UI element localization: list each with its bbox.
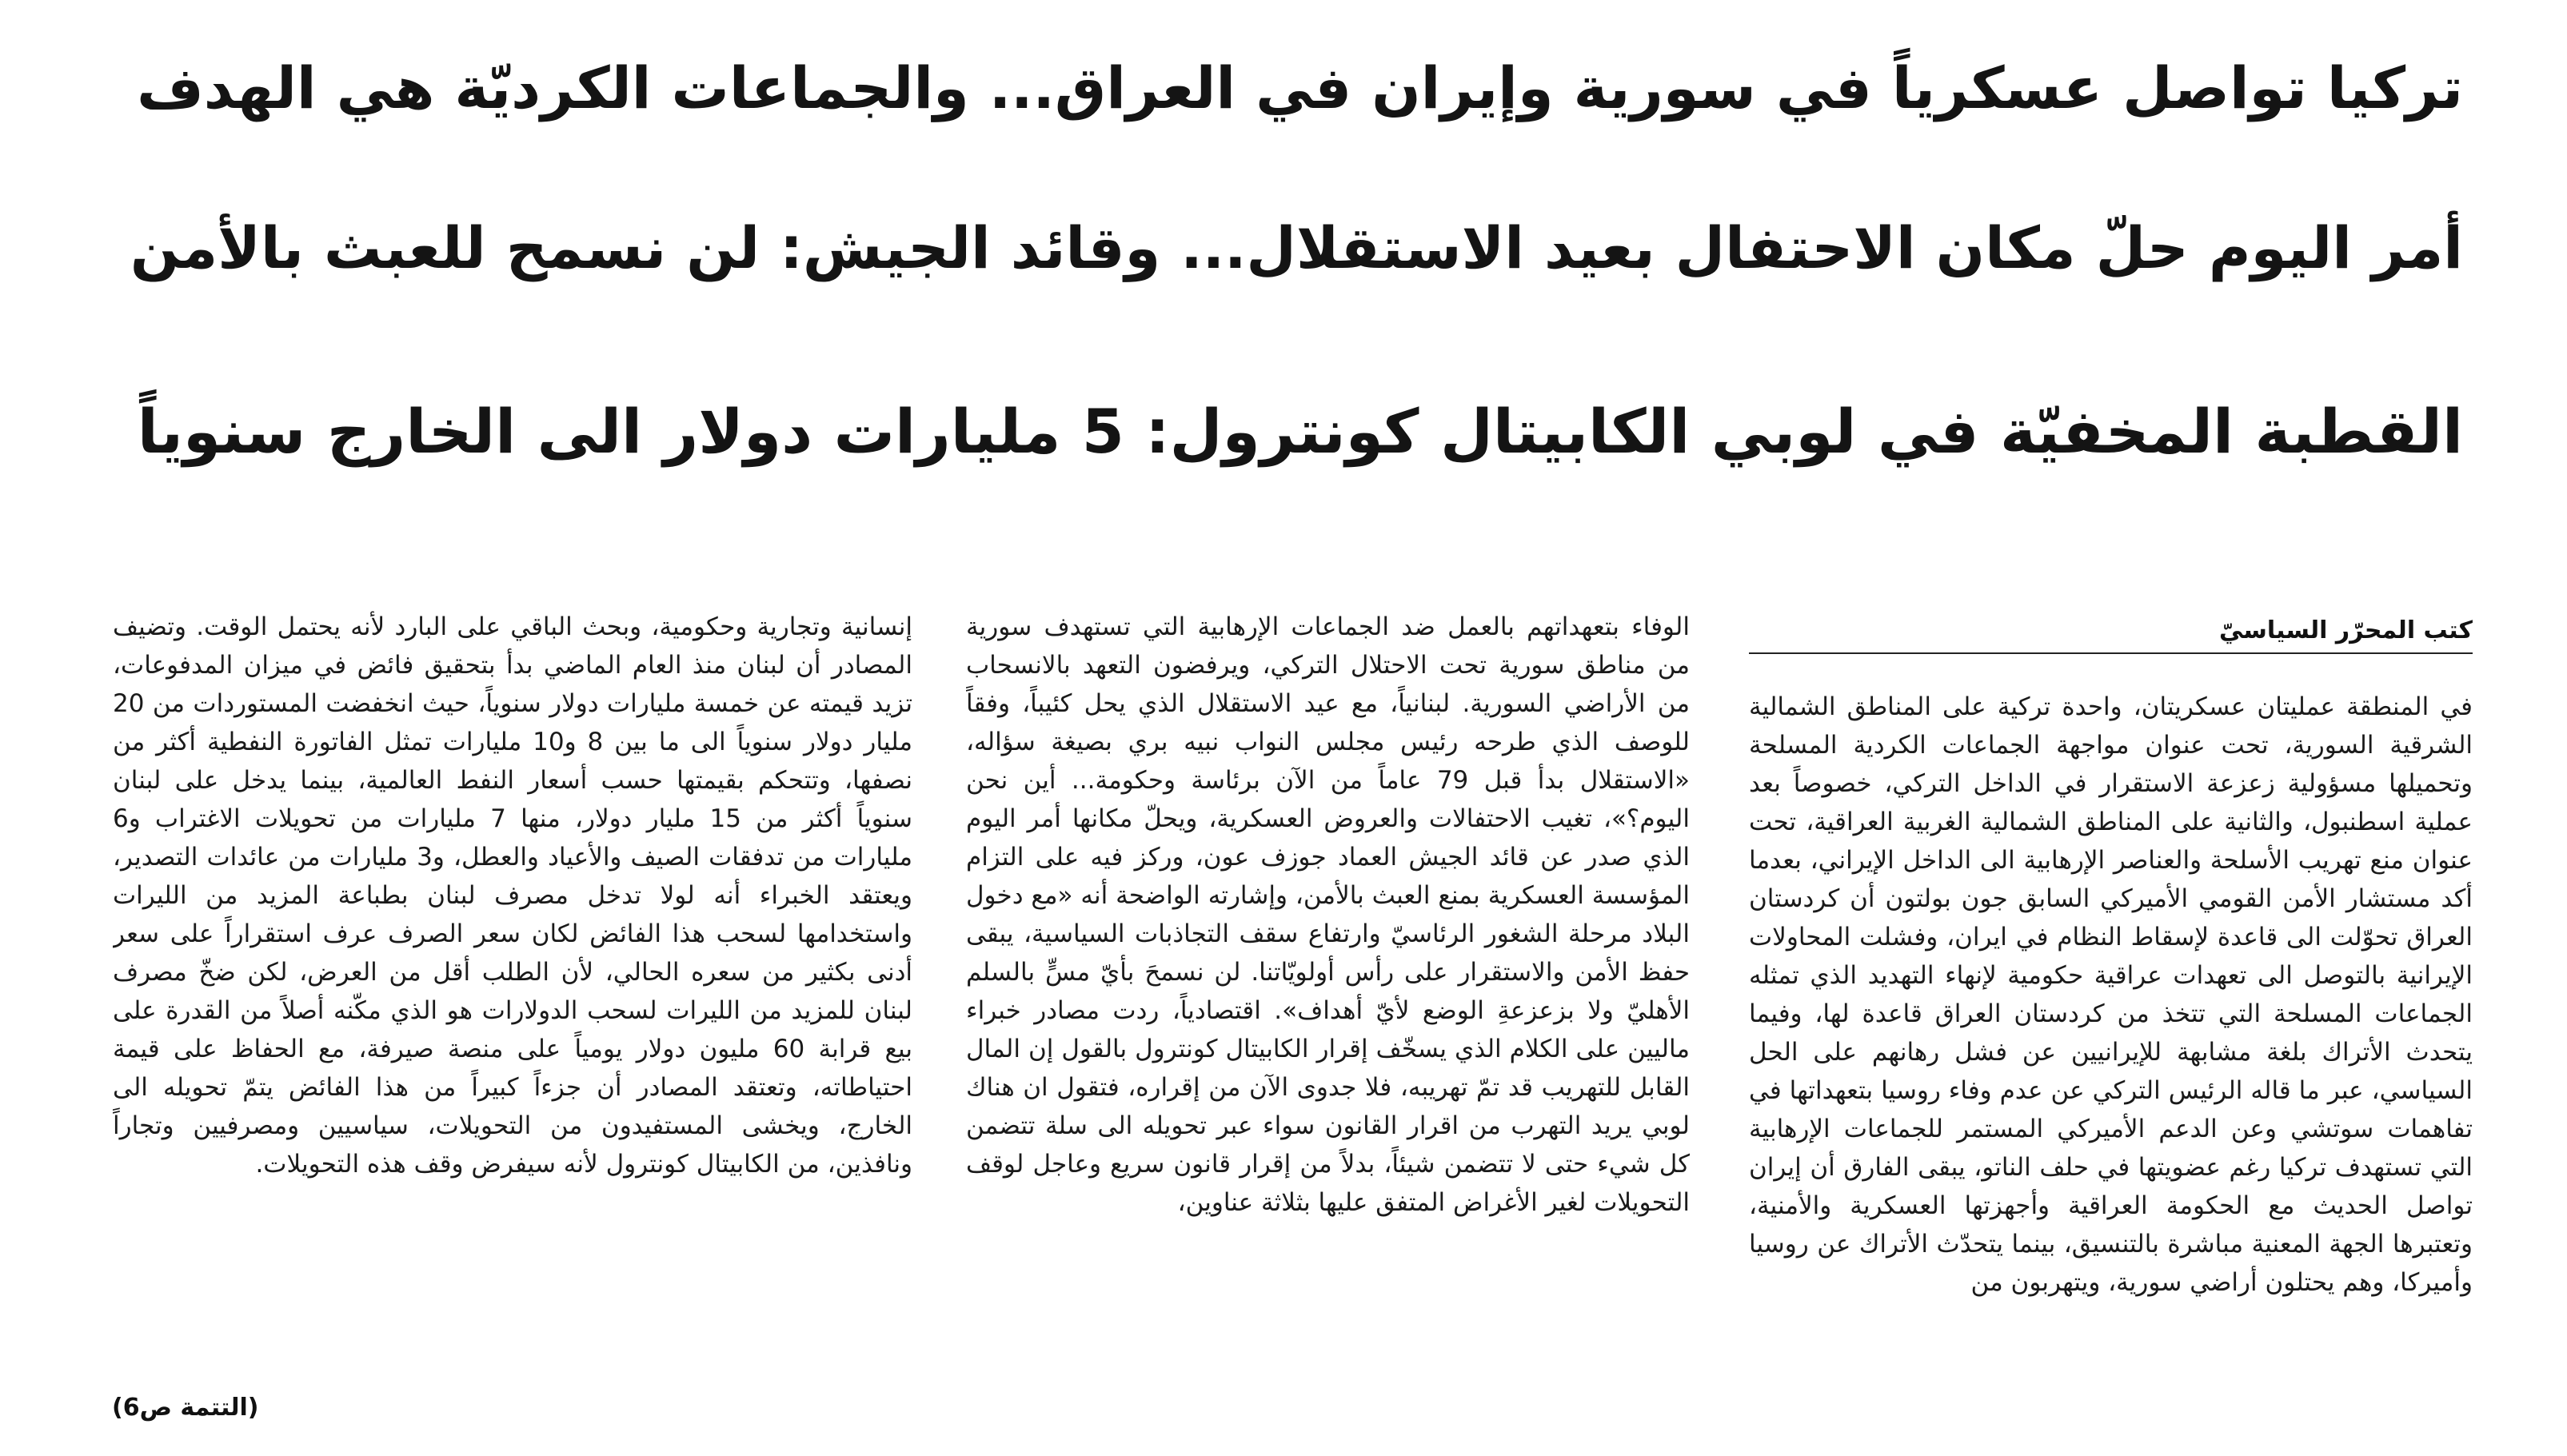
byline: كتب المحرّر السياسيّ: [1749, 609, 2473, 654]
continuation-note: (التتمة ص6): [112, 1394, 259, 1422]
article-column-middle: الوفاء بتعهداتهم بالعمل ضد الجماعات الإرهابية التي تستهدف سورية من مناطق سورية تحت الاحتلال التركي، ويرفضون التعهد بالانسحاب من الأراضي السورية. لبنانياً، مع عيد الاستقلال الذي يحل كئيباً، وفقاً للوصف الذي طرحه رئيس مجلس النواب نبيه بري بصيغة سؤاله، «الاستقلال بدأ قبل 79 عاماً من الآن برئاسة وحكومة... أين نحن اليوم؟»، تغيب الاحتفالات والعروض العسكرية، ويحلّ مكانها أمر اليوم الذي صدر عن قائد الجيش العماد جوزف عون، وركز فيه على التزام المؤسسة العسكرية بمنع العبث بالأمن، وإشارته الواضحة أنه «مع دخول البلاد مرحلة الشغور الرئاسيّ وارتفاع سقف التجاذبات السياسية، يبقى حفظ الأمن والاستقرار على رأس أولويّاتنا. لن نسمحَ بأيّ مسٍّ بالسلم الأهليّ ولا بزعزعةِ الوضع لأيّ أهداف». اقتصادياً، ردت مصادر خبراء ماليين على الكلام الذي يسخّف إقرار الكابيتال كونترول بالقول إن المال القابل للتهريب قد تمّ تهريبه، فلا جدوى الآن من إقراره، فتقول ان هناك لوبي يريد التهرب من اقرار القانون سواء عبر تحويله الى سلة تتضمن كل شيء حتى لا تتضمن شيئاً، بدلاً من إقرار قانون سريع وعاجل لوقف التحويلات لغير الأغراض المتفق عليها بثلاثة عناوين،: [966, 612, 1690, 1217]
article-column-left: إنسانية وتجارية وحكومية، وبحث الباقي على البارد لأنه يحتمل الوقت. وتضيف المصادر أن لبنان منذ العام الماضي بدأ بتحقيق فائض في ميزان المدفوعات، تزيد قيمته عن خمسة مليارات دولار سنوياً، حيث انخفضت المستوردات من 20 مليار دولار سنوياً الى ما بين 8 و10 مليارات تمثل الفاتورة النفطية أكثر من نصفها، وتتحكم بقيمتها حسب أسعار النفط العالمية، بينما يدخل على لبنان سنوياً أكثر من 15 مليار دولار، منها 7 مليارات من تحويلات الاغتراب و6 مليارات من تدفقات الصيف والأعياد والعطل، و3 مليارات من عائدات التصدير، ويعتقد الخبراء أنه لولا تدخل مصرف لبنان بطباعة المزيد من الليرات واستخدامها لسحب هذا الفائض لكان سعر الصرف عرف استقراراً على سعر أدنى بكثير من سعره الحالي، لأن الطلب أقل من العرض، لكن ضخّ مصرف لبنان للمزيد من الليرات لسحب الدولارات هو الذي مكّنه أصلاً من القدرة على بيع قرابة 60 مليون دولار يومياً على منصة صيرفة، مع الحفاظ على قيمة احتياطاته، وتعتقد المصادر أن جزءاً كبيراً من هذا الفائض يتمّ تحويله الى الخارج، ويخشى المستفيدون من التحويلات، سياسيين ومصرفيين وتجاراً ونافذين، من الكابيتال كونترول لأنه سيفرض وقف هذه التحويلات.: [113, 612, 912, 1179]
article-column-right: في المنطقة عمليتان عسكريتان، واحدة تركية على المناطق الشمالية الشرقية السورية، تحت عنوان مواجهة الجماعات الكردية المسلحة وتحميلها مسؤولية زعزعة الاستقرار في الداخل التركي، خصوصاً بعد عملية اسطنبول، والثانية على المناطق الشمالية الغربية العراقية، تحت عنوان منع تهريب الأسلحة والعناصر الإرهابية الى الداخل الإيراني، بعدما أكد مستشار الأمن القومي الأميركي السابق جون بولتون أن كردستان العراق تحوّلت الى قاعدة لإسقاط النظام في ايران، وفشلت المحاولات الإيرانية بالتوصل الى تعهدات عراقية حكومية لإنهاء التهديد الذي تمثله الجماعات المسلحة التي تتخذ من كردستان العراق قاعدة لها، وفيما يتحدث الأتراك بلغة مشابهة للإيرانيين عن فشل رهانهم على الحل السياسي، عبر ما قاله الرئيس التركي عن عدم وفاء روسيا بتعهداتها في تفاهمات سوتشي وعن الدعم الأميركي المستمر للجماعات الإرهابية التي تستهدف تركيا رغم عضويتها في حلف الناتو، يبقى الفارق أن إيران تواصل الحديث مع الحكومة العراقية وأجهزتها العسكرية والأمنية، وتعتبرها الجهة المعنية مباشرة بالتنسيق، بينما يتحدّث الأتراك عن روسيا وأميركا، وهم يحتلون أراضي سورية، ويتهربون من: [1749, 692, 2473, 1297]
headline-primary: تركيا تواصل عسكرياً في سورية وإيران في العراق... والجماعات الكرديّة هي الهدف: [137, 54, 2463, 122]
headline-tertiary: القطبة المخفيّة في لوبي الكابيتال كونترول: 5 مليارات دولار الى الخارج سنوياً: [137, 396, 2463, 467]
headline-secondary: أمر اليوم حلّ مكان الاحتفال بعيد الاستقلال... وقائد الجيش: لن نسمح للعبث بالأمن: [130, 214, 2463, 281]
